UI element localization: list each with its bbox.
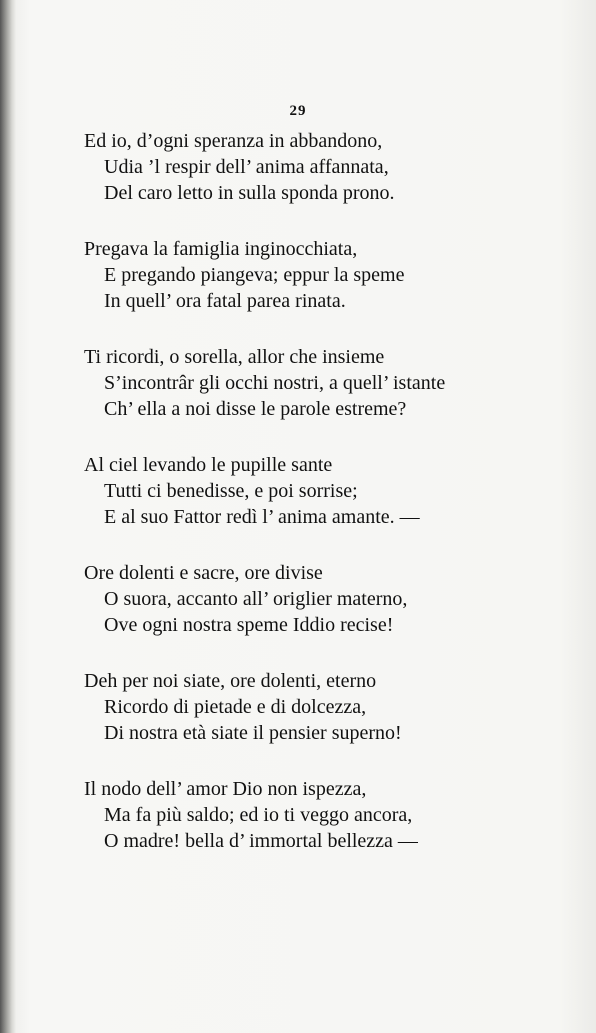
poem-line: Al ciel levando le pupille sante [84, 454, 333, 476]
poem-line: Ed io, d’ogni speranza in abbandono, [84, 130, 383, 152]
stanza-5 [84, 560, 564, 638]
poem-line: O suora, accanto all’ origlier materno, [104, 588, 408, 610]
page-number: 29 [289, 103, 307, 119]
poem-line: O madre! bella d’ immortal bellezza — [104, 830, 418, 852]
poem-line: Ma fa più saldo; ed io ti veggo ancora, [104, 804, 413, 826]
poem-line: Del caro letto in sulla sponda prono. [104, 182, 395, 204]
stanza-6 [84, 668, 564, 746]
stanza-3 [84, 344, 564, 422]
poem-line: Ore dolenti e sacre, ore divise [84, 562, 323, 584]
stanza-1 [84, 128, 564, 206]
stanza-7 [84, 776, 564, 854]
poem-line: Ch’ ella a noi disse le parole estreme? [104, 398, 407, 420]
poem-line: Ricordo di pietade e di dolcezza, [104, 696, 367, 718]
stanza-2 [84, 236, 564, 314]
poem-text [84, 128, 564, 884]
poem-line: Ti ricordi, o sorella, allor che insieme [84, 346, 385, 368]
poem-line: S’incontrâr gli occhi nostri, a quell’ istante [104, 372, 446, 394]
poem-line: Di nostra età siate il pensier superno! [104, 722, 402, 744]
poem-line: Tutti ci benedisse, e poi sorrise; [104, 480, 358, 502]
poem-line: Pregava la famiglia inginocchiata, [84, 238, 358, 260]
poem-line: Il nodo dell’ amor Dio non ispezza, [84, 778, 367, 800]
poem-line: Udia ’l respir dell’ anima affannata, [104, 156, 389, 178]
poem-line: E al suo Fattor redì l’ anima amante. — [104, 506, 420, 528]
stanza-4 [84, 452, 564, 530]
poem-line: Ove ogni nostra speme Iddio recise! [104, 614, 394, 636]
poem-line: In quell’ ora fatal parea rinata. [104, 290, 346, 312]
book-spine-shadow [0, 0, 16, 1033]
poem-line: Deh per noi siate, ore dolenti, eterno [84, 670, 377, 692]
poem-line: E pregando piangeva; eppur la speme [104, 264, 405, 286]
